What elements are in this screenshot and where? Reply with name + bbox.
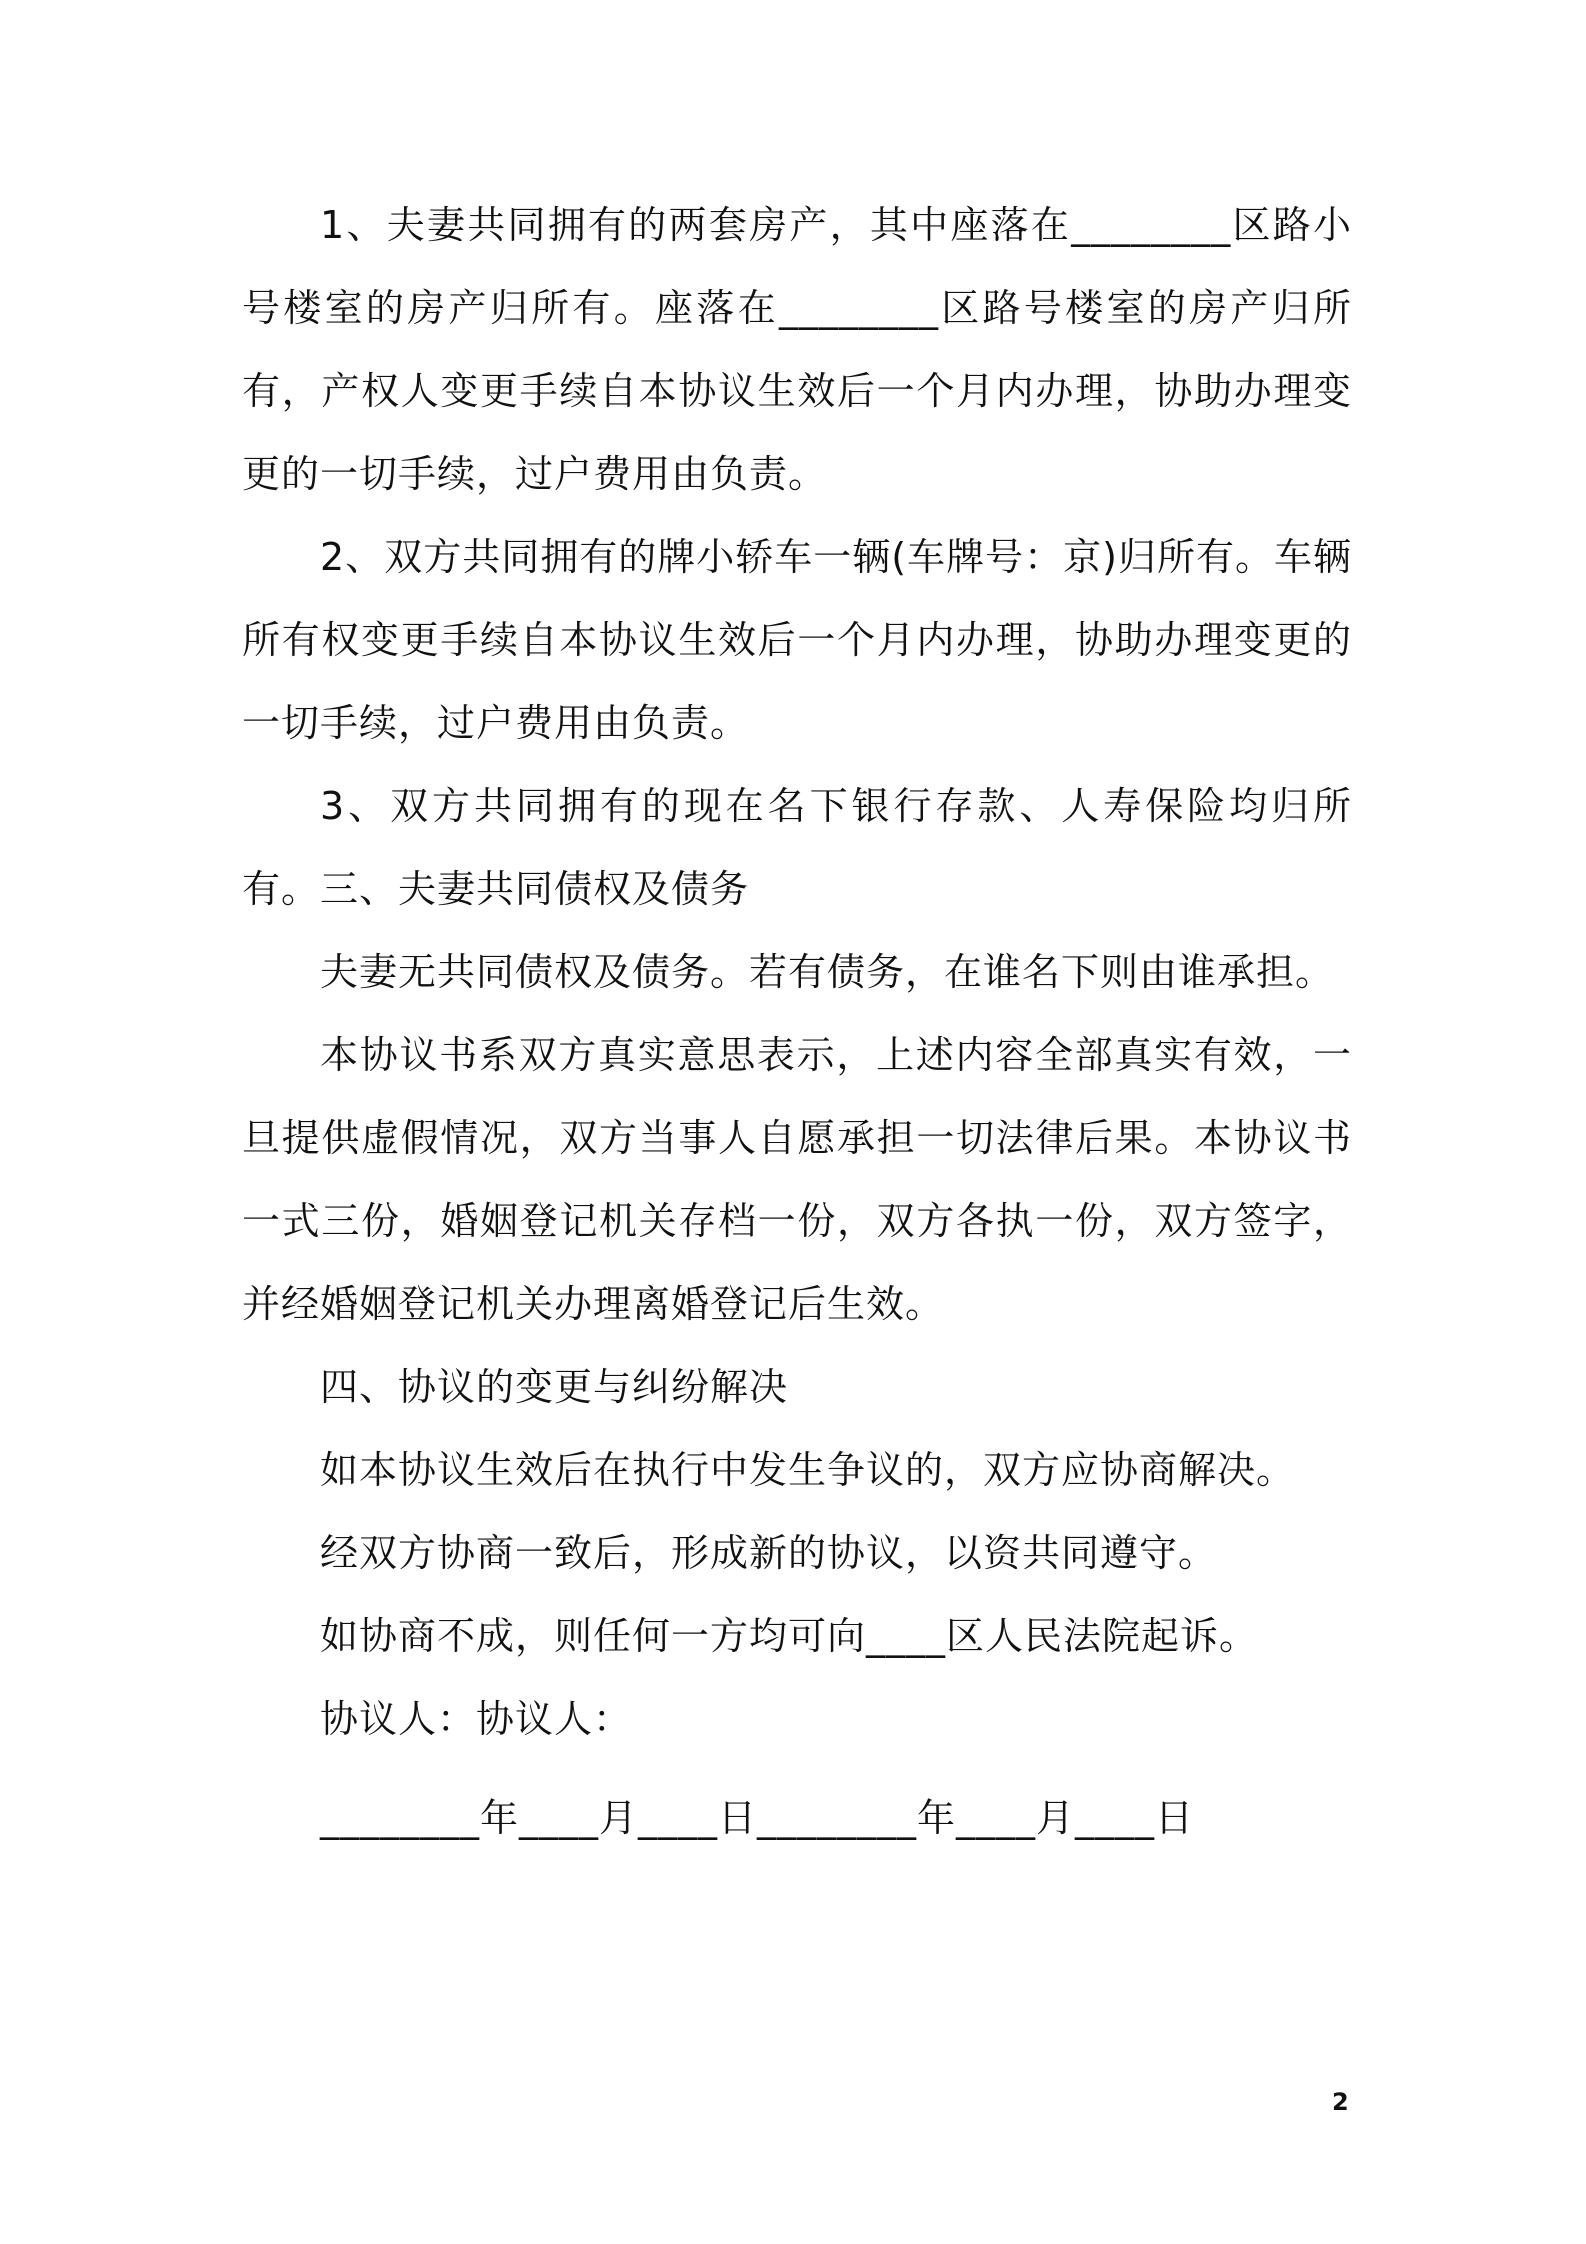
date-line: ________年____月____日________年____月____日 xyxy=(320,1796,1195,1840)
paragraph-property-car: 2、双方共同拥有的牌小轿车一辆(车牌号：京)归所有。车辆所有权变更手续自本协议生效后一个月内办理，协助办理变更的一切手续，过户费用由负责。 xyxy=(242,535,1352,745)
paragraph-dispute-negotiation: 如本协议生效后在执行中发生争议的，双方应协商解决。 xyxy=(320,1448,1296,1492)
section-heading-disputes: 四、协议的变更与纠纷解决 xyxy=(320,1365,789,1409)
paragraph-property-house: 1、夫妻共同拥有的两套房产，其中座落在________区路小号楼室的房产归所有。座落在________区路号楼室的房产归所有，产权人变更手续自本协议生效后一个月内办理，协助办理变更的一切手续，过户费用由负责。 xyxy=(242,203,1352,496)
page-number: 2 xyxy=(1332,2088,1349,2116)
signature-line: 协议人：协议人： xyxy=(320,1697,633,1741)
paragraph-declaration: 本协议书系双方真实意思表示，上述内容全部真实有效，一旦提供虚假情况，双方当事人自愿承担一切法律后果。本协议书一式三份，婚姻登记机关存档一份，双方各执一份，双方签字，并经婚姻登记机关办理离婚登记后生效。 xyxy=(242,1033,1352,1326)
section-heading-debts: 三、夫妻共同债权及债务 xyxy=(320,867,750,911)
paragraph-new-agreement: 经双方协商一致后，形成新的协议，以资共同遵守。 xyxy=(320,1531,1218,1575)
paragraph-court: 如协商不成，则任何一方均可向____区人民法院起诉。 xyxy=(320,1614,1259,1658)
paragraph-debts: 夫妻无共同债权及债务。若有债务，在谁名下则由谁承担。 xyxy=(320,950,1335,994)
paragraph-property-deposits: 3、双方共同拥有的现在名下银行存款、人寿保险均归所有。 xyxy=(242,784,1352,911)
